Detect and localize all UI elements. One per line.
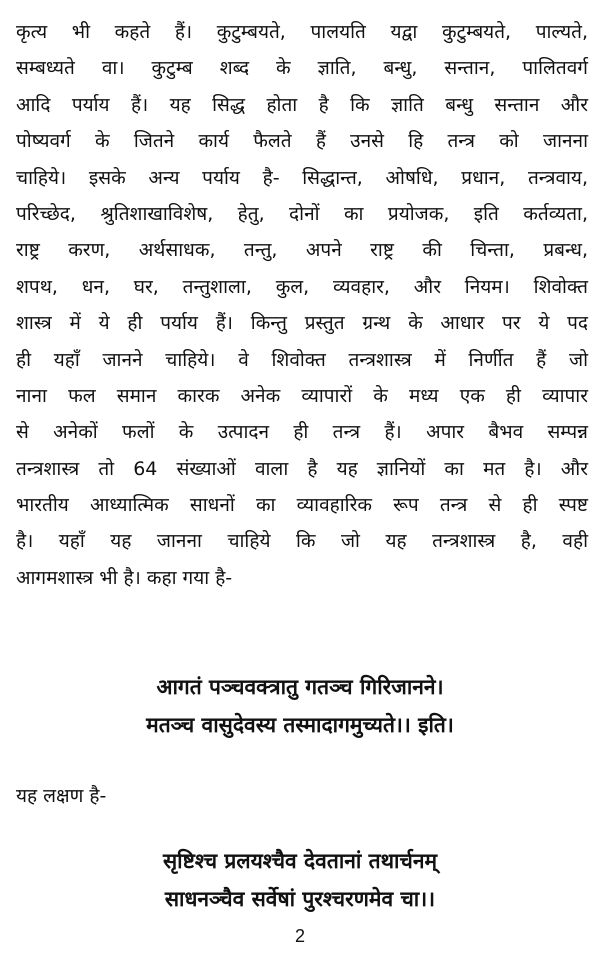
text-line: कृत्य भी कहते हैं। कुटुम्बयते, पालयति यद्वा कुटुम्बयते, पाल्यते, <box>16 21 588 43</box>
text-line: आदि पर्याय हैं। यह सिद्ध होता है कि ज्ञाति बन्धु सन्तान और <box>16 93 588 116</box>
text-line: सम्बध्यते वा। कुटुम्ब शब्द के ज्ञाति, बन्धु, सन्तान, पालितवर्ग <box>16 57 588 80</box>
verse-line: सृष्टिश्च प्रलयश्चैव देवतानां तथार्चनम् <box>162 849 438 873</box>
text-line: पोष्यवर्ग के जितने कार्य फैलते हैं उनसे हि तन्त्र को जानना <box>16 130 588 153</box>
text-line: आगमशास्त्र भी है। कहा गया है- <box>16 566 233 589</box>
sanskrit-verse-2 <box>0 842 600 918</box>
text-line: परिच्छेद, श्रुतिशाखाविशेष, हेतु, दोनों का प्रयोजक, इति कर्तव्यता, <box>16 202 588 225</box>
text-line: चाहिये। इसके अन्य पर्याय है- सिद्धान्त, ओषधि, प्रधान, तन्त्रवाय, <box>16 166 588 189</box>
body-text <box>16 14 588 596</box>
text-line: राष्ट्र करण, अर्थसाधक, तन्तु, अपने राष्ट्र की चिन्ता, प्रबन्ध, <box>16 239 588 262</box>
text-line: तन्त्रशास्त्र तो 64 संख्याओं वाला है यह ज्ञानियों का मत है। और <box>16 457 588 480</box>
text-line: से अनेकों फलों के उत्पादन ही तन्त्र हैं। अपार बैभव सम्पन्न <box>16 421 588 444</box>
page-number: 2 <box>294 926 305 946</box>
text-line: नाना फल समान कारक अनेक व्यापारों के मध्य एक ही व्यापार <box>16 384 588 407</box>
text-line: शास्त्र में ये ही पर्याय हैं। किन्तु प्रस्तुत ग्रन्थ के आधार पर ये पद <box>16 312 588 335</box>
text-line: ही यहाँ जानने चाहिये। वे शिवोक्त तन्त्रशास्त्र में निर्णीत हैं जो <box>16 348 588 371</box>
text-line: भारतीय आध्यात्मिक साधनों का व्यावहारिक रूप तन्त्र से ही स्पष्ट <box>16 494 588 517</box>
verse-intro-text: यह लक्षण है- <box>16 785 107 807</box>
verse-line: आगतं पञ्चवक्त्रातु गतञ्च गिरिजानने। <box>156 675 444 699</box>
verse-line: साधनञ्चैव सर्वेषां पुरश्चरणमेव चा।। <box>164 887 436 911</box>
verse-line: मतञ्च वासुदेवस्य तस्मादागमुच्यते।। इति। <box>146 713 454 737</box>
sanskrit-verse-1 <box>0 668 600 744</box>
text-line: शपथ, धन, घर, तन्तुशाला, कुल, व्यवहार, और नियम। शिवोक्त <box>16 275 588 298</box>
text-line: है। यहाँ यह जानना चाहिये कि जो यह तन्त्रशास्त्र है, वही <box>16 530 588 553</box>
